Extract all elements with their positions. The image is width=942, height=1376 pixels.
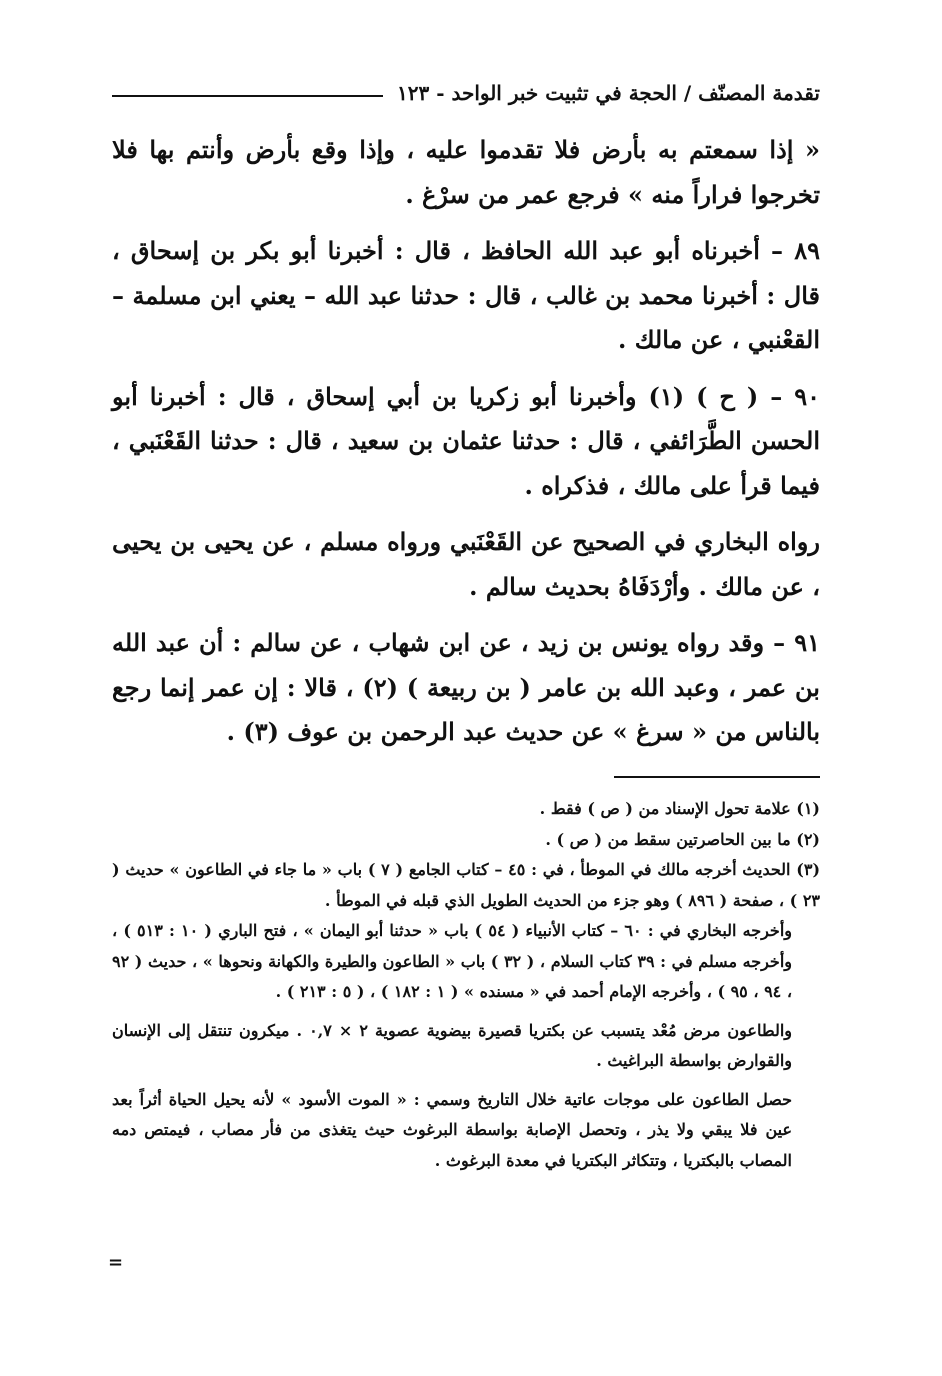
footnote-1: (١) علامة تحول الإسناد من ( ص ) فقط . bbox=[539, 799, 820, 818]
running-header bbox=[112, 76, 820, 110]
footnotes bbox=[112, 794, 820, 1176]
footnote-3-plague-history: حصل الطاعون على موجات عاتية خلال التاريخ وسمي : « الموت الأسود » لأنه يحيل الحياة أثراً بعد عين فلا يبقي ولا يذر ، وتحصل الإصابة بواسطة البرغوث حيث يتغذى من فأر مصاب ، فيمتص دمه المصاب بالبكتريا ، وتتكاثر البكتريا في معدة البرغوث . bbox=[112, 1089, 792, 1170]
continuation-mark: = bbox=[108, 1252, 124, 1273]
footnote-2: (٢) ما بين الحاصرتين سقط من ( ص ) . bbox=[545, 829, 820, 849]
paragraph-bukhari-muslim: رواه البخاري في الصحيح عن القَعْنَبي ورواه مسلم ، عن يحيى بن يحيى ، عن مالك . وأرْدَفَاهُ بحديث سالم . bbox=[112, 527, 820, 601]
paragraph-89: ٨٩ – أخبرناه أبو عبد الله الحافظ ، قال : أخبرنا أبو بكر بن إسحاق ، قال : أخبرنا محمد بن غالب ، قال : حدثنا عبد الله – يعني ابن مسلمة – القعْنبي ، عن مالك . bbox=[112, 236, 820, 354]
header-title: تقدمة المصنّف / الحجة في تثبيت خبر الواحد - ١٢٣ bbox=[397, 81, 820, 105]
footnote-3-plague-definition: والطاعون مرض مُعْد يتسبب عن بكتريا قصيرة بيضوية عصوية ٢ × ٠,٧ . ميكرون تنتقل إلى الإنسان والقوارض بواسطة البراغيث . bbox=[112, 1020, 793, 1070]
paragraph-90: ٩٠ – ( ح ) (١) وأخبرنا أبو زكريا بن أبي إسحاق ، قال : أخبرنا أبو الحسن الطَّرَائفي ، قال : حدثنا عثمان بن سعيد ، قال : حدثنا القَعْنَبي ، فيما قرأ على مالك ، فذكراه . bbox=[112, 381, 821, 500]
footnote-3-bukhari: وأخرجه البخاري في : ٦٠ – كتاب الأنبياء ( ٥٤ ) باب « حدثنا أبو اليمان » ، فتح الباري ( ١٠ : ٥١٣ ) ، وأخرجه مسلم في : ٣٩ كتاب السلام ، ( ٣٢ ) باب « الطاعون والطيرة والكهانة ونحوها » ، حديث ( ٩٢ ، ٩٤ ، ٩٥ ) ، وأخرجه الإمام أحمد في « مسنده » ( ١ : ١٨٢ ) ، ( ٥ : ٢١٣ ) . bbox=[112, 921, 792, 1001]
main-text bbox=[112, 128, 820, 767]
paragraph-91: ٩١ – وقد رواه يونس بن زيد ، عن ابن شهاب ، عن سالم : أن عبد الله بن عمر ، وعبد الله بن عامر ( بن ربيعة ) (٢) ، قالا : إن عمر إنما رجع بالناس من « سرغ » عن حديث عبد الرحمن بن عوف (٣) . bbox=[112, 628, 820, 746]
header-rule bbox=[112, 95, 383, 97]
footnote-3: (٣) الحديث أخرجه مالك في الموطأ ، في : ٤٥ – كتاب الجامع ( ٧ ) باب « ما جاء في الطاعون » حديث ( ٢٣ ) ، صفحة ( ٨٩٦ ) وهو جزء من الحديث الطويل الذي قبله في الموطأ . bbox=[112, 860, 821, 910]
paragraph-continuation: « إذا سمعتم به بأرض فلا تقدموا عليه ، وإذا وقع بأرض وأنتم بها فلا تخرجوا فراراً منه » فرجع عمر من سرْغ . bbox=[112, 135, 820, 209]
footnote-separator bbox=[614, 776, 820, 778]
